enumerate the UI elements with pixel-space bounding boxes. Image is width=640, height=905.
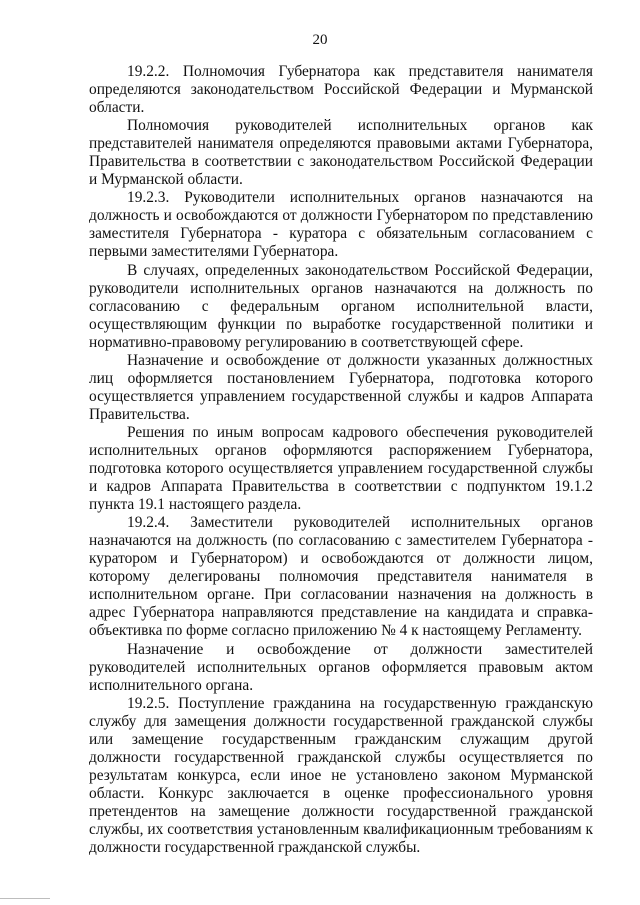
paragraph-appointment-resolution: Назначение и освобождение от должности указанных должностных лиц оформляется постановлением Губернатора, подготовка которого осуществляется управлением государственной службы и кадров Аппарата Правительства.: [89, 351, 593, 423]
paragraph-19-2-2: 19.2.2. Полномочия Губернатора как представителя нанимателя определяются законодательством Российской Федерации и Мурманской области.: [89, 63, 593, 117]
document-body: [89, 63, 593, 857]
paragraph-other-personnel-decisions: Решения по иным вопросам кадрового обеспечения руководителей исполнительных органов оформляются распоряжением Губернатора, подготовка которого осуществляется управлением государственной службы и кадров Аппарата Правительства в соответствии с подпунктом 19.1.2 пункта 19.1 настоящего раздела.: [89, 423, 593, 514]
page-number: 20: [312, 32, 328, 48]
paragraph-19-2-3: 19.2.3. Руководители исполнительных органов назначаются на должность и освобождаются от должности Губернатором по представлению заместителя Губернатора - куратора с обязательным согласованием с первыми заместителями Губернатора.: [89, 189, 593, 261]
footer-divider: [0, 898, 50, 899]
paragraph-heads-powers: Полномочия руководителей исполнительных органов как представителей нанимателя определяются правовыми актами Губернатора, Правительства в соответствии с законодательством Российской Федерации и Мурманской области.: [89, 117, 593, 189]
paragraph-19-2-4: 19.2.4. Заместители руководителей исполнительных органов назначаются на должность (по согласованию с заместителем Губернатора - куратором и Губернатором) и освобождаются от должности лицом, которому делегированы полномочия представителя нанимателя в исполнительном органе. При согласовании назначения на должность в адрес Губернатора направляются представление на кандидата и справка-объективка по форме согласно приложению № 4 к настоящему Регламенту.: [89, 514, 593, 640]
paragraph-deputies-legal-act: Назначение и освобождение от должности заместителей руководителей исполнительных органов оформляется правовым актом исполнительного органа.: [89, 640, 593, 694]
paragraph-federal-approval: В случаях, определенных законодательством Российской Федерации, руководители исполнительных органов назначаются на должность по согласованию с федеральным органом исполнительной власти, осуществляющим функции по выработке государственной политики и нормативно-правовому регулированию в соответствующей сфере.: [89, 261, 593, 351]
paragraph-19-2-5: 19.2.5. Поступление гражданина на государственную гражданскую службу для замещения должности государственной гражданской службы или замещение государственным гражданским служащим другой должности государственной гражданской службы осуществляется по результатам конкурса, если иное не установлено законом Мурманской области. Конкурс заключается в оценке профессионального уровня претендентов на замещение должности государственной гражданской службы, их соответствия установленным квалификационным требованиям к должности государственной гражданской службы.: [89, 694, 593, 857]
